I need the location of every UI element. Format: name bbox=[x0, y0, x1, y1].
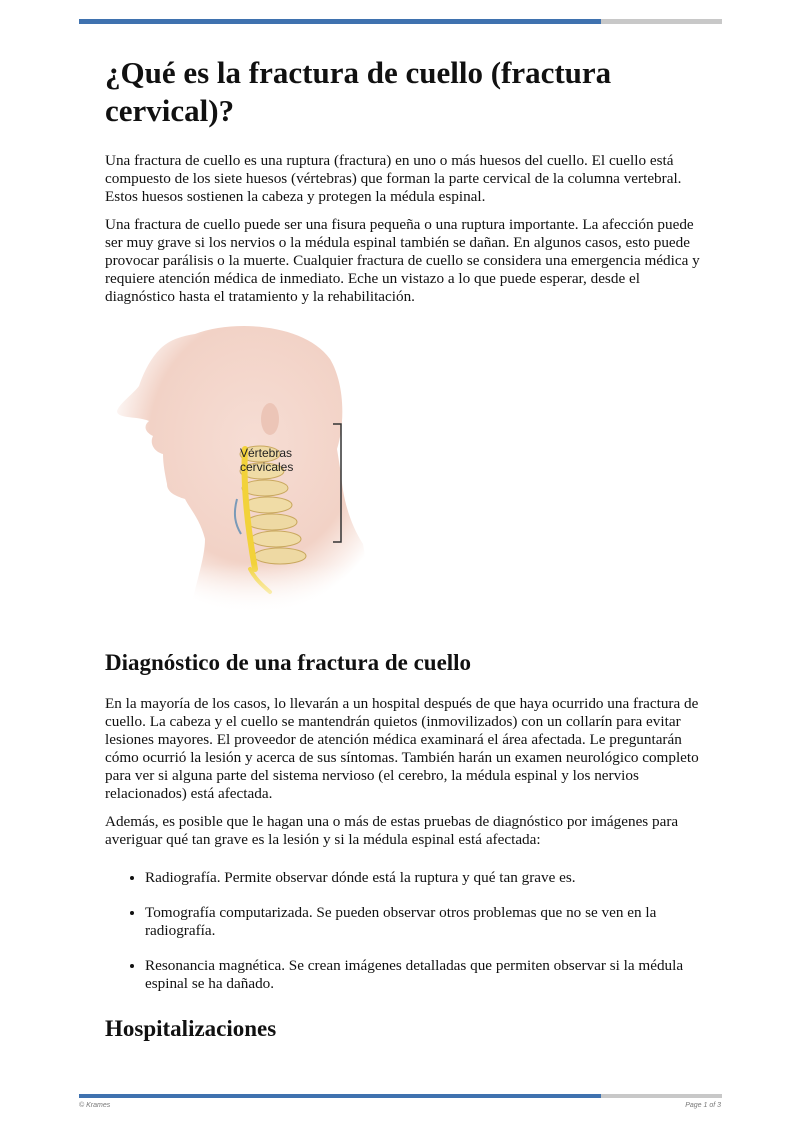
top-progress-bar bbox=[79, 19, 722, 24]
diagnostic-tests-list bbox=[105, 869, 705, 993]
list-item: • Tomografía computarizada. Se pueden observar otros problemas que no se ven en la radiografía. bbox=[145, 904, 705, 940]
main-content bbox=[105, 54, 705, 614]
bottom-progress-bar bbox=[79, 1094, 722, 1098]
copyright-text: © Krames bbox=[79, 1102, 111, 1109]
list-item: • Resonancia magnética. Se crean imágenes detalladas que permiten observar si la médula espinal se ha dañado. bbox=[145, 957, 705, 993]
cervical-spine-illustration bbox=[105, 324, 705, 614]
diagnosis-section bbox=[105, 649, 705, 1010]
neck-anatomy-image bbox=[105, 324, 705, 614]
hospital-section bbox=[105, 1015, 705, 1043]
diagnosis-heading: Diagnóstico de una fractura de cuello bbox=[105, 650, 472, 675]
page-title: ¿Qué es la fractura de cuello (fractura cervical)? bbox=[105, 55, 612, 128]
top-progress-fill bbox=[79, 19, 601, 24]
intro-paragraph-2: Una fractura de cuello puede ser una fisura pequeña o una ruptura importante. La afección puede ser muy grave si los nervios o la médula espinal también se dañan. En algunos casos, esto puede provocar parálisis o la muerte. Cualquier fractura de cuello se considera una emergencia médica y requiere atención médica de inmediato. Eche un vistazo a lo que puede esperar, desde el diagnóstico hasta el tratamiento y la rehabilitación. bbox=[105, 216, 700, 305]
list-item: • Radiografía. Permite observar dónde está la ruptura y qué tan grave es. bbox=[145, 869, 705, 887]
hospital-heading: Hospitalizaciones bbox=[105, 1016, 277, 1041]
page-number: Page 1 of 3 bbox=[685, 1102, 721, 1109]
figure-label-line1: Vértebras bbox=[240, 446, 293, 460]
figure-label bbox=[240, 446, 293, 474]
figure-label-line2: cervicales bbox=[240, 460, 294, 474]
diagnosis-paragraph-2: Además, es posible que le hagan una o más de estas pruebas de diagnóstico por imágenes para averiguar qué tan grave es la lesión y si la médula espinal está afectada: bbox=[105, 813, 679, 848]
bottom-progress-fill bbox=[79, 1094, 601, 1098]
diagnosis-paragraph-1: En la mayoría de los casos, lo llevarán a un hospital después de que haya ocurrido una fractura de cuello. La cabeza y el cuello se mantendrán quietos (inmovilizados) con un collarín para evitar lesiones mayores. El proveedor de atención médica examinará el área afectada. Le preguntarán cómo ocurrió la lesión y acerca de sus síntomas. También harán un examen neurológico completo para ver si alguna parte del sistema nervioso (el cerebro, la médula espinal y los nervios relacionados) está afectada. bbox=[105, 695, 699, 802]
intro-paragraph-1: Una fractura de cuello es una ruptura (fractura) en uno o más huesos del cuello. El cuello está compuesto de los siete huesos (vértebras) que forman la parte cervical de la columna vertebral. Estos huesos sostienen la cabeza y protegen la médula espinal. bbox=[105, 152, 682, 205]
